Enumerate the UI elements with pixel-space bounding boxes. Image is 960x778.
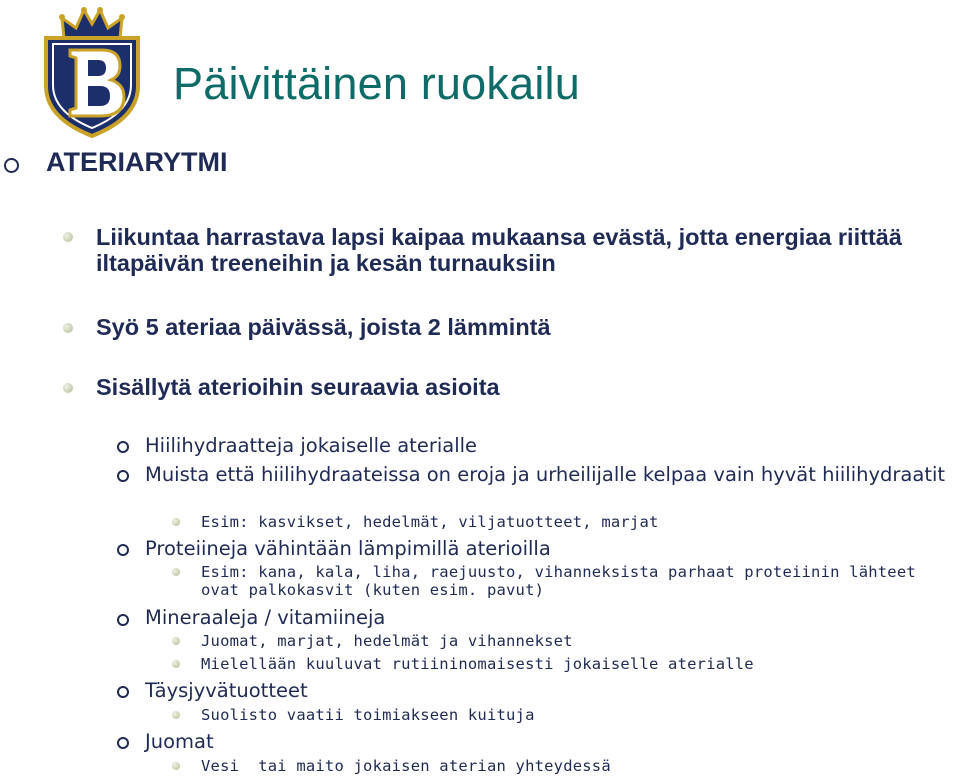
level2-item: Muista että hiilihydraateissa on eroja ja urheilijalle kelpaa vain hyvät hiilihydraatit: [145, 463, 946, 486]
level2-item: Mineraaleja / vitamiineja: [145, 606, 386, 629]
bullet-dot-icon: [172, 637, 180, 645]
hollow-bullet-icon: [117, 470, 129, 482]
bullet-dot-icon: [63, 232, 73, 242]
level3-item: Juomat, marjat, hedelmät ja vihannekset: [201, 632, 573, 650]
hollow-bullet-icon: [4, 158, 19, 173]
bullet-dot-icon: [63, 383, 73, 393]
level1-item: Liikuntaa harrastava lapsi kaipaa mukaansa evästä, jotta energiaa riittää iltapäivän treeneihin ja kesän turnauksiin: [96, 224, 902, 276]
hollow-bullet-icon: [117, 686, 129, 698]
level3-item: Suolisto vaatii toimiakseen kuituja: [201, 706, 535, 724]
bullet-dot-icon: [172, 711, 180, 719]
bullet-dot-icon: [172, 518, 180, 526]
level2-item: Täysjyvätuotteet: [145, 679, 308, 702]
level1-item: Syö 5 ateriaa päivässä, joista 2 lämmintä: [96, 314, 551, 340]
hollow-bullet-icon: [117, 544, 129, 556]
level3-item: Vesi tai maito jokaisen aterian yhteydessä: [201, 757, 611, 775]
hollow-bullet-icon: [117, 614, 129, 626]
page-title: Päivittäinen ruokailu: [173, 58, 580, 109]
crown-shield-b-logo-icon: [40, 4, 144, 138]
level3-item: Esim: kana, kala, liha, raejuusto, vihanneksista parhaat proteiinin lähteet ovat palkokasvit (kuten esim. pavut): [201, 563, 916, 599]
hollow-bullet-icon: [117, 737, 129, 749]
bullet-dot-icon: [63, 323, 73, 333]
bullet-dot-icon: [172, 568, 180, 576]
team-logo: [40, 4, 144, 138]
level2-item: Juomat: [145, 730, 214, 753]
level3-item: Mielellään kuuluvat rutiininomaisesti jokaiselle aterialle: [201, 655, 754, 673]
section-heading: ATERIARYTMI: [46, 147, 228, 177]
hollow-bullet-icon: [117, 441, 129, 453]
level1-item: Sisällytä aterioihin seuraavia asioita: [96, 374, 500, 400]
bullet-dot-icon: [172, 660, 180, 668]
level2-item: Proteiineja vähintään lämpimillä aterioilla: [145, 537, 551, 560]
level3-item: Esim: kasvikset, hedelmät, viljatuotteet, marjat: [201, 513, 659, 531]
level2-item: Hiilihydraatteja jokaiselle aterialle: [145, 434, 478, 457]
bullet-dot-icon: [172, 762, 180, 770]
